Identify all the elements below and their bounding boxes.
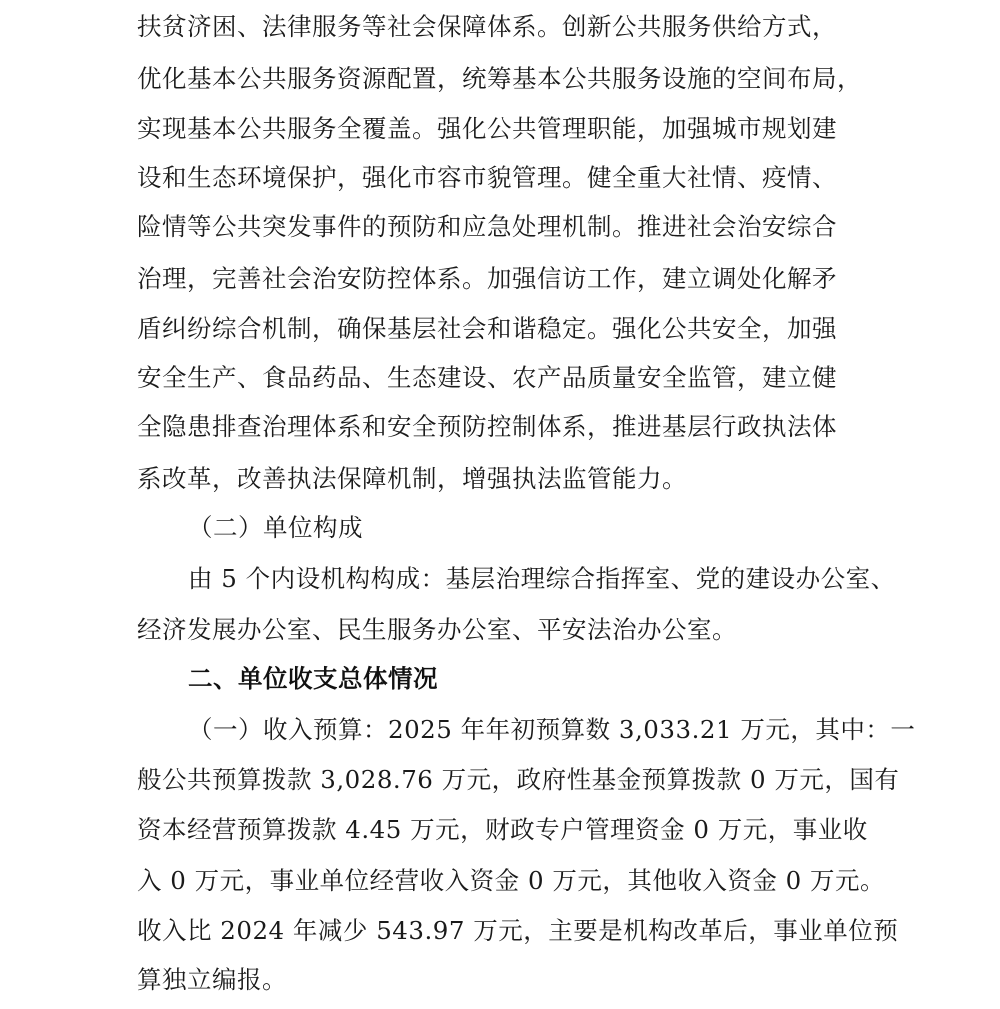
subsection-heading: （二）单位构成 bbox=[188, 513, 363, 542]
body-text-line: 盾纠纷综合机制，确保基层社会和谐稳定。强化公共安全，加强 bbox=[137, 314, 837, 343]
body-text-line: 算独立编报。 bbox=[137, 965, 287, 994]
body-text-line: 由 5 个内设机构构成：基层治理综合指挥室、党的建设办公室、 bbox=[188, 564, 896, 593]
body-text-line: 险情等公共突发事件的预防和应急处理机制。推进社会治安综合 bbox=[137, 212, 837, 241]
body-text-line: 入 0 万元，事业单位经营收入资金 0 万元，其他收入资金 0 万元。 bbox=[137, 866, 885, 895]
body-text-line: 收入比 2024 年减少 543.97 万元，主要是机构改革后，事业单位预 bbox=[137, 916, 899, 945]
section-heading: 二、单位收支总体情况 bbox=[188, 664, 438, 693]
body-text-line: 全隐患排查治理体系和安全预防控制体系，推进基层行政执法体 bbox=[137, 412, 837, 441]
body-text-line: 优化基本公共服务资源配置，统筹基本公共服务设施的空间布局， bbox=[137, 64, 862, 93]
body-text-line: 治理，完善社会治安防控体系。加强信访工作，建立调处化解矛 bbox=[137, 264, 837, 293]
body-text-line: 系改革，改善执法保障机制，增强执法监管能力。 bbox=[137, 464, 687, 493]
body-text-line: 设和生态环境保护，强化市容市貌管理。健全重大社情、疫情、 bbox=[137, 163, 837, 192]
body-text-line: 扶贫济困、法律服务等社会保障体系。创新公共服务供给方式， bbox=[137, 12, 837, 41]
body-text-line: 经济发展办公室、民生服务办公室、平安法治办公室。 bbox=[137, 615, 737, 644]
body-text-line: 般公共预算拨款 3,028.76 万元，政府性基金预算拨款 0 万元，国有 bbox=[137, 765, 900, 794]
body-text-line: 安全生产、食品药品、生态建设、农产品质量安全监管，建立健 bbox=[137, 363, 837, 392]
body-text-line: 实现基本公共服务全覆盖。强化公共管理职能，加强城市规划建 bbox=[137, 114, 837, 143]
body-text-line: （一）收入预算：2025 年年初预算数 3,033.21 万元，其中：一 bbox=[188, 715, 916, 744]
body-text-line: 资本经营预算拨款 4.45 万元，财政专户管理资金 0 万元，事业收 bbox=[137, 815, 868, 844]
